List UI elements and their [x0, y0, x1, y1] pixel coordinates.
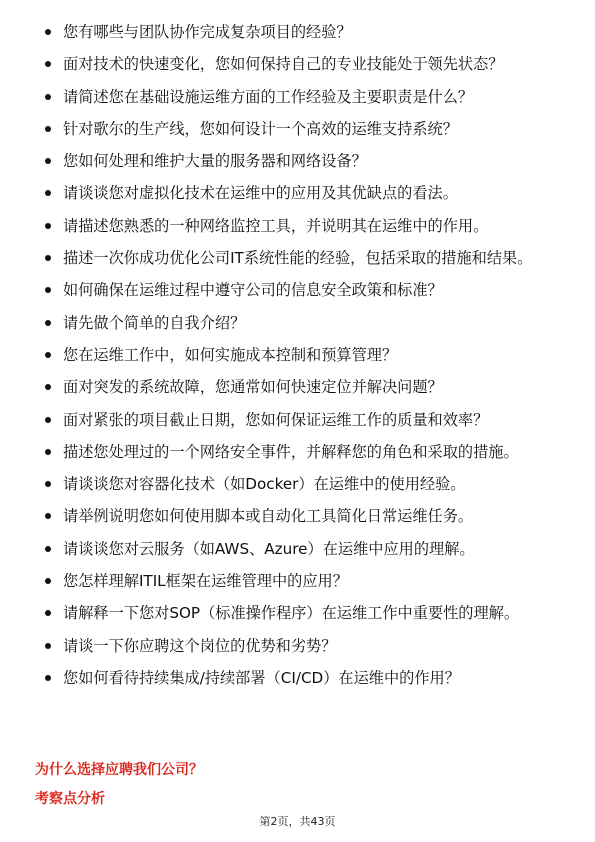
question-item: [0, 183, 595, 203]
bullet-icon: [45, 384, 51, 390]
question-list: [0, 22, 595, 700]
question-text: 请谈谈您对容器化技术（如Docker）在运维中的使用经验。: [63, 475, 466, 494]
question-text: 面对技术的快速变化，您如何保持自己的专业技能处于领先状态？: [63, 55, 504, 74]
question-text: 您怎样理解ITIL框架在运维管理中的应用？: [63, 572, 348, 591]
question-item: [0, 668, 595, 688]
question-item: [0, 248, 595, 268]
bullet-icon: [45, 287, 51, 293]
section-heading-analysis: 考察点分析: [35, 791, 105, 807]
bullet-icon: [45, 94, 51, 100]
question-text: 针对歌尔的生产线，您如何设计一个高效的运维支持系统？: [63, 119, 458, 138]
question-item: [0, 636, 595, 656]
question-item: [0, 119, 595, 139]
question-item: [0, 506, 595, 526]
bullet-icon: [45, 578, 51, 584]
question-text: 面对紧张的项目截止日期，您如何保证运维工作的质量和效率？: [63, 410, 489, 429]
question-text: 您如何看待持续集成/持续部署（CI/CD）在运维中的作用？: [63, 668, 460, 687]
bullet-icon: [45, 449, 51, 455]
question-text: 您有哪些与团队协作完成复杂项目的经验？: [63, 23, 352, 41]
question-item: [0, 151, 595, 171]
bullet-icon: [45, 255, 51, 261]
question-text: 请描述您熟悉的一种网络监控工具，并说明其在运维中的作用。: [63, 216, 489, 235]
page-footer: 第2页，共43页: [259, 815, 336, 828]
question-item: [0, 216, 595, 236]
bullet-icon: [45, 158, 51, 164]
bullet-icon: [45, 546, 51, 552]
question-item: [0, 571, 595, 591]
question-text: 您如何处理和维护大量的服务器和网络设备？: [63, 152, 367, 171]
question-item: [0, 313, 595, 333]
question-item: [0, 539, 595, 559]
question-item: [0, 377, 595, 397]
bullet-icon: [45, 223, 51, 229]
question-text: 请谈谈您对虚拟化技术在运维中的应用及其优缺点的看法。: [63, 184, 458, 203]
question-item: [0, 87, 595, 107]
question-item: [0, 345, 595, 365]
question-text: 面对突发的系统故障，您通常如何快速定位并解决问题？: [63, 378, 443, 397]
question-text: 描述一次你成功优化公司IT系统性能的经验，包括采取的措施和结果。: [63, 249, 533, 268]
bullet-icon: [45, 126, 51, 132]
question-item: [0, 280, 595, 300]
question-item: [0, 603, 595, 623]
bullet-icon: [45, 675, 51, 681]
question-text: 如何确保在运维过程中遵守公司的信息安全政策和标准？: [63, 281, 443, 300]
question-item: [0, 54, 595, 74]
question-item: [0, 22, 595, 42]
bullet-icon: [45, 417, 51, 423]
question-item: [0, 474, 595, 494]
question-item: [0, 442, 595, 462]
question-text: 请谈一下你应聘这个岗位的优势和劣势？: [63, 636, 337, 655]
section-heading-why-company: 为什么选择应聘我们公司？: [35, 762, 203, 778]
question-text: 描述您处理过的一个网络安全事件，并解释您的角色和采取的措施。: [63, 442, 519, 461]
question-item: [0, 410, 595, 430]
bullet-icon: [45, 29, 51, 35]
question-text: 请谈谈您对云服务（如AWS、Azure）在运维中应用的理解。: [63, 539, 475, 558]
bullet-icon: [45, 643, 51, 649]
question-text: 请先做个简单的自我介绍？: [63, 313, 246, 332]
question-text: 请简述您在基础设施运维方面的工作经验及主要职责是什么？: [63, 87, 474, 106]
question-text: 请举例说明您如何使用脚本或自动化工具简化日常运维任务。: [63, 507, 474, 526]
bullet-icon: [45, 61, 51, 67]
question-text: 您在运维工作中，如何实施成本控制和预算管理？: [63, 345, 398, 364]
question-text: 请解释一下您对SOP（标准操作程序）在运维工作中重要性的理解。: [63, 604, 520, 623]
bullet-icon: [45, 320, 51, 326]
bullet-icon: [45, 610, 51, 616]
bullet-icon: [45, 352, 51, 358]
bullet-icon: [45, 513, 51, 519]
bullet-icon: [45, 481, 51, 487]
bullet-icon: [45, 190, 51, 196]
